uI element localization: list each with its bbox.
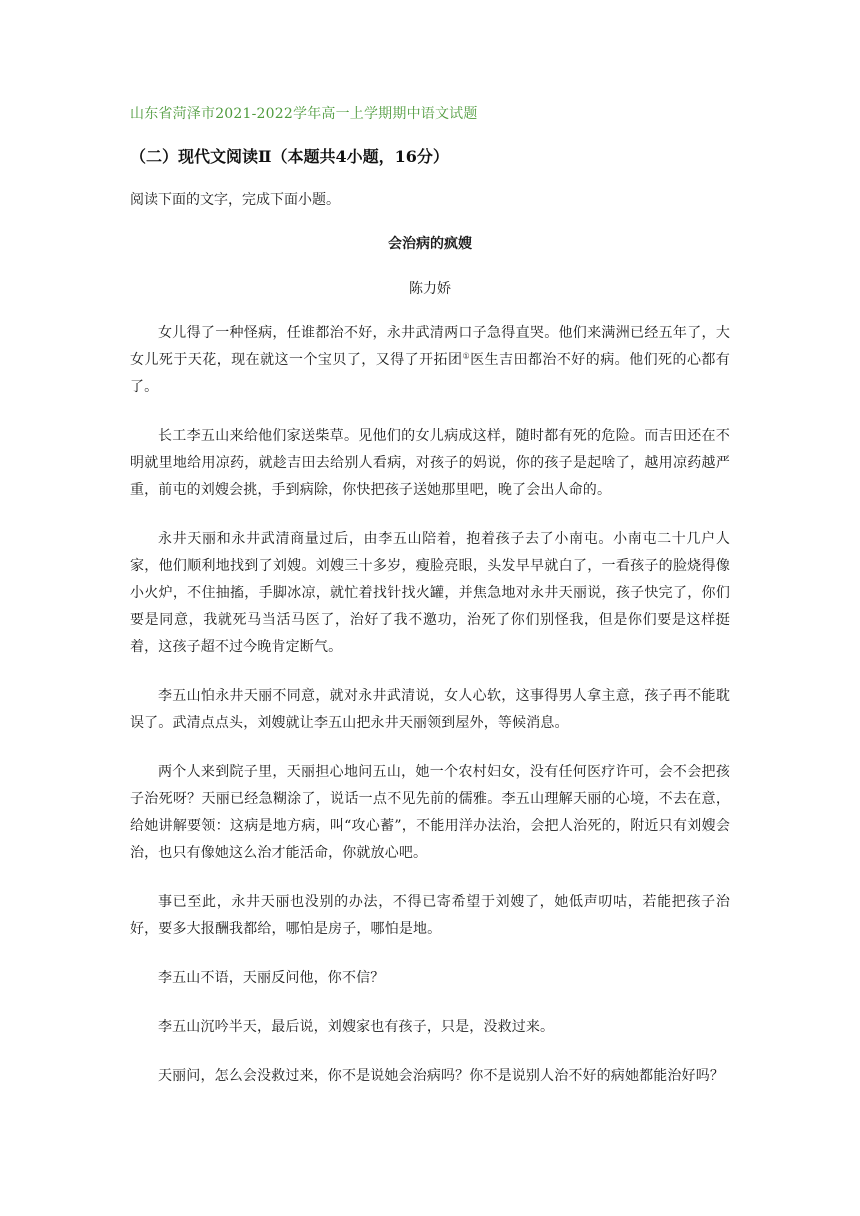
- paragraph-text: 医生吉田都治不好的病。他们死的心都有了。: [130, 352, 731, 395]
- article-body: [130, 320, 730, 1112]
- paragraph-text: 女儿得了一种怪病，任谁都治不好，永井武清两口子急得直哭。他们来满洲已经五年了，大女儿死于天花，现在就这一个宝贝了，又得了开拓团: [130, 325, 730, 368]
- reading-instruction: 阅读下面的文字，完成下面小题。: [130, 192, 340, 208]
- article-title: 会治病的疯嫂: [388, 236, 472, 252]
- paragraph: 李五山不语，天丽反问他，你不信？: [158, 970, 385, 986]
- paragraph: 两个人来到院子里，天丽担心地问五山，她一个农村妇女，没有任何医疗许可，会不会把孩子治死呀？天丽已经急糊涂了，说话一点不见先前的儒雅。李五山理解天丽的心境，不去在意，给她讲解要领：这病是地方病，叫“攻心蓄”，不能用洋办法治，会把人治死的，附近只有刘嫂会治，也只有像她这么治才能活命，你就放心吧。: [130, 764, 730, 861]
- article-author: 陈力娇: [409, 281, 451, 297]
- paragraph: 永井天丽和永井武清商量过后，由李五山陪着，抱着孩子去了小南屯。小南屯二十几户人家，他们顺利地找到了刘嫂。刘嫂三十多岁，瘦脸亮眼，头发早早就白了，一看孩子的脸烧得像小火炉，不住抽搐，手脚冰凉，就忙着找针找火罐，并焦急地对永井天丽说，孩子快完了，你们要是同意，我就死马当活马医了，治好了我不邀功，治死了你们别怪我，但是你们要是这样挺着，这孩子超不过今晚肯定断气。: [130, 531, 730, 655]
- section-heading: （二）现代文阅读Ⅱ（本题共4小题，16分）: [130, 147, 449, 166]
- exam-source: 山东省菏泽市2021-2022学年高一上学期期中语文试题: [130, 106, 478, 122]
- paragraph: 长工李五山来给他们家送柴草。见他们的女儿病成这样，随时都有死的危险。而吉田还在不明就里地给用凉药，就趁吉田去给别人看病，对孩子的妈说，你的孩子是起啥了，越用凉药越严重，前屯的刘嫂会挑，手到病除，你快把孩子送她那里吧，晚了会出人命的。: [130, 428, 730, 498]
- footnote-marker: ①: [462, 351, 471, 361]
- paragraph: 天丽问，怎么会没救过来，你不是说她会治病吗？你不是说别人治不好的病她都能治好吗？: [158, 1068, 724, 1084]
- paragraph: 李五山沉吟半天，最后说，刘嫂家也有孩子，只是，没救过来。: [158, 1019, 555, 1035]
- paragraph: [130, 320, 730, 401]
- paragraph: 事已至此，永井天丽也没别的办法，不得已寄希望于刘嫂了，她低声叨咕，若能把孩子治好，要多大报酬我都给，哪怕是房子，哪怕是地。: [130, 894, 730, 937]
- paragraph: 李五山怕永井天丽不同意，就对永井武清说，女人心软，这事得男人拿主意，孩子再不能耽误了。武清点点头，刘嫂就让李五山把永井天丽领到屋外，等候消息。: [130, 688, 730, 731]
